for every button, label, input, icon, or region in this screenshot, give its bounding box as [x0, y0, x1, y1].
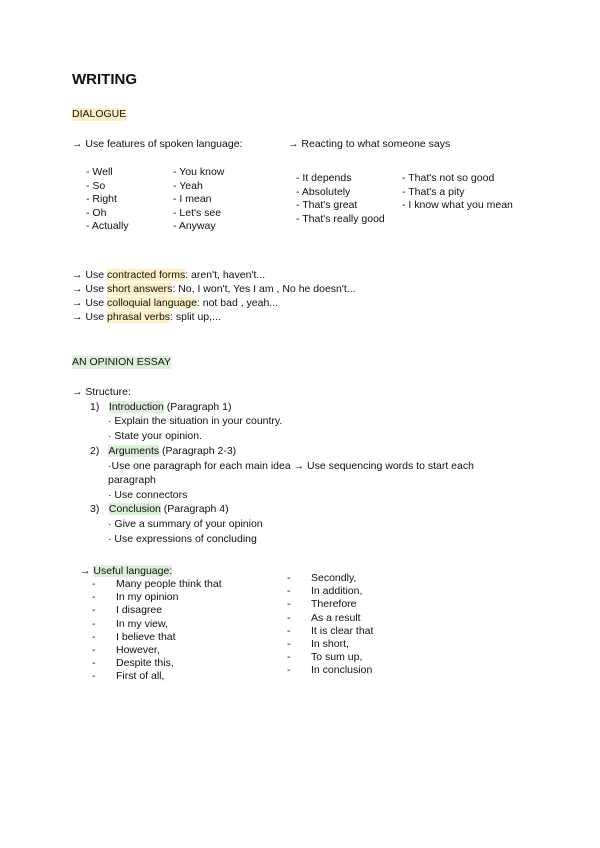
reacting-intro: → Reacting to what someone says [288, 138, 451, 150]
list-item: - Right [86, 193, 117, 206]
spoken-list-1 [86, 166, 129, 234]
list-item: - In addition, [287, 585, 363, 598]
list-item: - In my view, [92, 617, 168, 630]
part-name: Introduction [108, 401, 164, 413]
list-item: - So [86, 179, 106, 192]
list-item: - As a result [287, 611, 361, 624]
tip-line: → Use phrasal verbs: split up,... [72, 311, 221, 323]
arrow-icon: → [72, 297, 83, 309]
dialogue-heading: DIALOGUE [72, 108, 127, 120]
list-item: - Despite this, [92, 657, 174, 670]
list-item: · Use connectors [108, 489, 188, 501]
list-item: - Anyway [173, 220, 216, 233]
list-item: - Secondly, [287, 572, 357, 584]
arrow-icon: → [72, 311, 83, 323]
list-item: - Yeah [173, 179, 203, 192]
structure-part: 3) Conclusion (Paragraph 4) [90, 503, 229, 515]
list-item: ·Use one paragraph for each main idea → Use sequencing words to start each [108, 460, 474, 472]
list-item: - You know [173, 166, 225, 178]
list-item: · Explain the situation in your country. [108, 415, 283, 427]
part-name: Conclusion [108, 503, 161, 515]
reaction-list-1 [296, 172, 385, 226]
list-item: · Give a summary of your opinion [108, 518, 263, 530]
arrow-icon: → [288, 138, 299, 150]
part-name: Arguments [108, 445, 160, 457]
part-points [108, 415, 282, 443]
list-item: - I mean [173, 193, 212, 206]
list-item: - Oh [86, 206, 107, 219]
arrow-icon: → [72, 386, 83, 398]
list-item: - It depends [296, 172, 352, 184]
arrow-icon: → [80, 565, 91, 577]
list-item: - I disagree [92, 604, 163, 617]
highlight: contracted forms [107, 269, 186, 281]
list-item: - That's really good [296, 212, 385, 225]
tip-line: → Use colloquial language: not bad , yeah... [72, 297, 279, 309]
list-item: - It is clear that [287, 624, 374, 637]
list-item: - I believe that [92, 630, 176, 643]
arrow-icon: → [72, 269, 83, 281]
list-item: - That's great [296, 199, 358, 212]
list-item: · State your opinion. [108, 430, 202, 442]
spoken-list-2 [173, 166, 224, 234]
list-item: · Use expressions of concluding [108, 533, 257, 545]
highlight: colloquial language [107, 297, 197, 309]
highlight: short answers [107, 283, 173, 295]
arrow-icon: → [72, 138, 83, 150]
highlight: phrasal verbs [107, 311, 171, 323]
list-item: - To sum up, [287, 651, 363, 664]
features-intro: → Use features of spoken language: [72, 138, 243, 150]
list-item: - In short, [287, 637, 349, 650]
list-item: - However, [92, 643, 160, 656]
essay-heading: AN OPINION ESSAY [72, 356, 171, 368]
structure-part: 2) Arguments (Paragraph 2-3) [90, 445, 237, 457]
list-item: - That's a pity [402, 185, 465, 198]
arrow-icon: → [72, 283, 83, 295]
list-item: - In conclusion [287, 664, 373, 677]
list-item: - That's not so good [402, 172, 495, 184]
page-title: WRITING [72, 71, 137, 88]
part-points [108, 518, 263, 546]
list-item: - Absolutely [296, 185, 351, 198]
list-item: - Well [86, 166, 113, 178]
tip-line: → Use contracted forms: aren't, haven't... [72, 269, 266, 281]
useful-language-label: → Useful language: [80, 565, 173, 577]
list-item: - I know what you mean [402, 199, 513, 212]
list-item: - First of all, [92, 670, 165, 683]
reaction-list-2 [402, 172, 513, 213]
list-item: paragraph [108, 474, 156, 486]
list-item: - Therefore [287, 598, 357, 611]
list-item: - Actually [86, 220, 129, 233]
list-item: - In my opinion [92, 591, 179, 604]
structure-part: 1) Introduction (Paragraph 1) [90, 401, 232, 413]
list-item: - Many people think that [92, 578, 222, 590]
useful-list-1 [92, 578, 222, 684]
structure-label: → Structure: [72, 386, 131, 398]
part-points [108, 460, 474, 502]
tip-line: → Use short answers: No, I won't, Yes I am , No he doesn't... [72, 283, 356, 295]
useful-list-2 [287, 572, 373, 678]
list-item: - Let's see [173, 206, 222, 219]
